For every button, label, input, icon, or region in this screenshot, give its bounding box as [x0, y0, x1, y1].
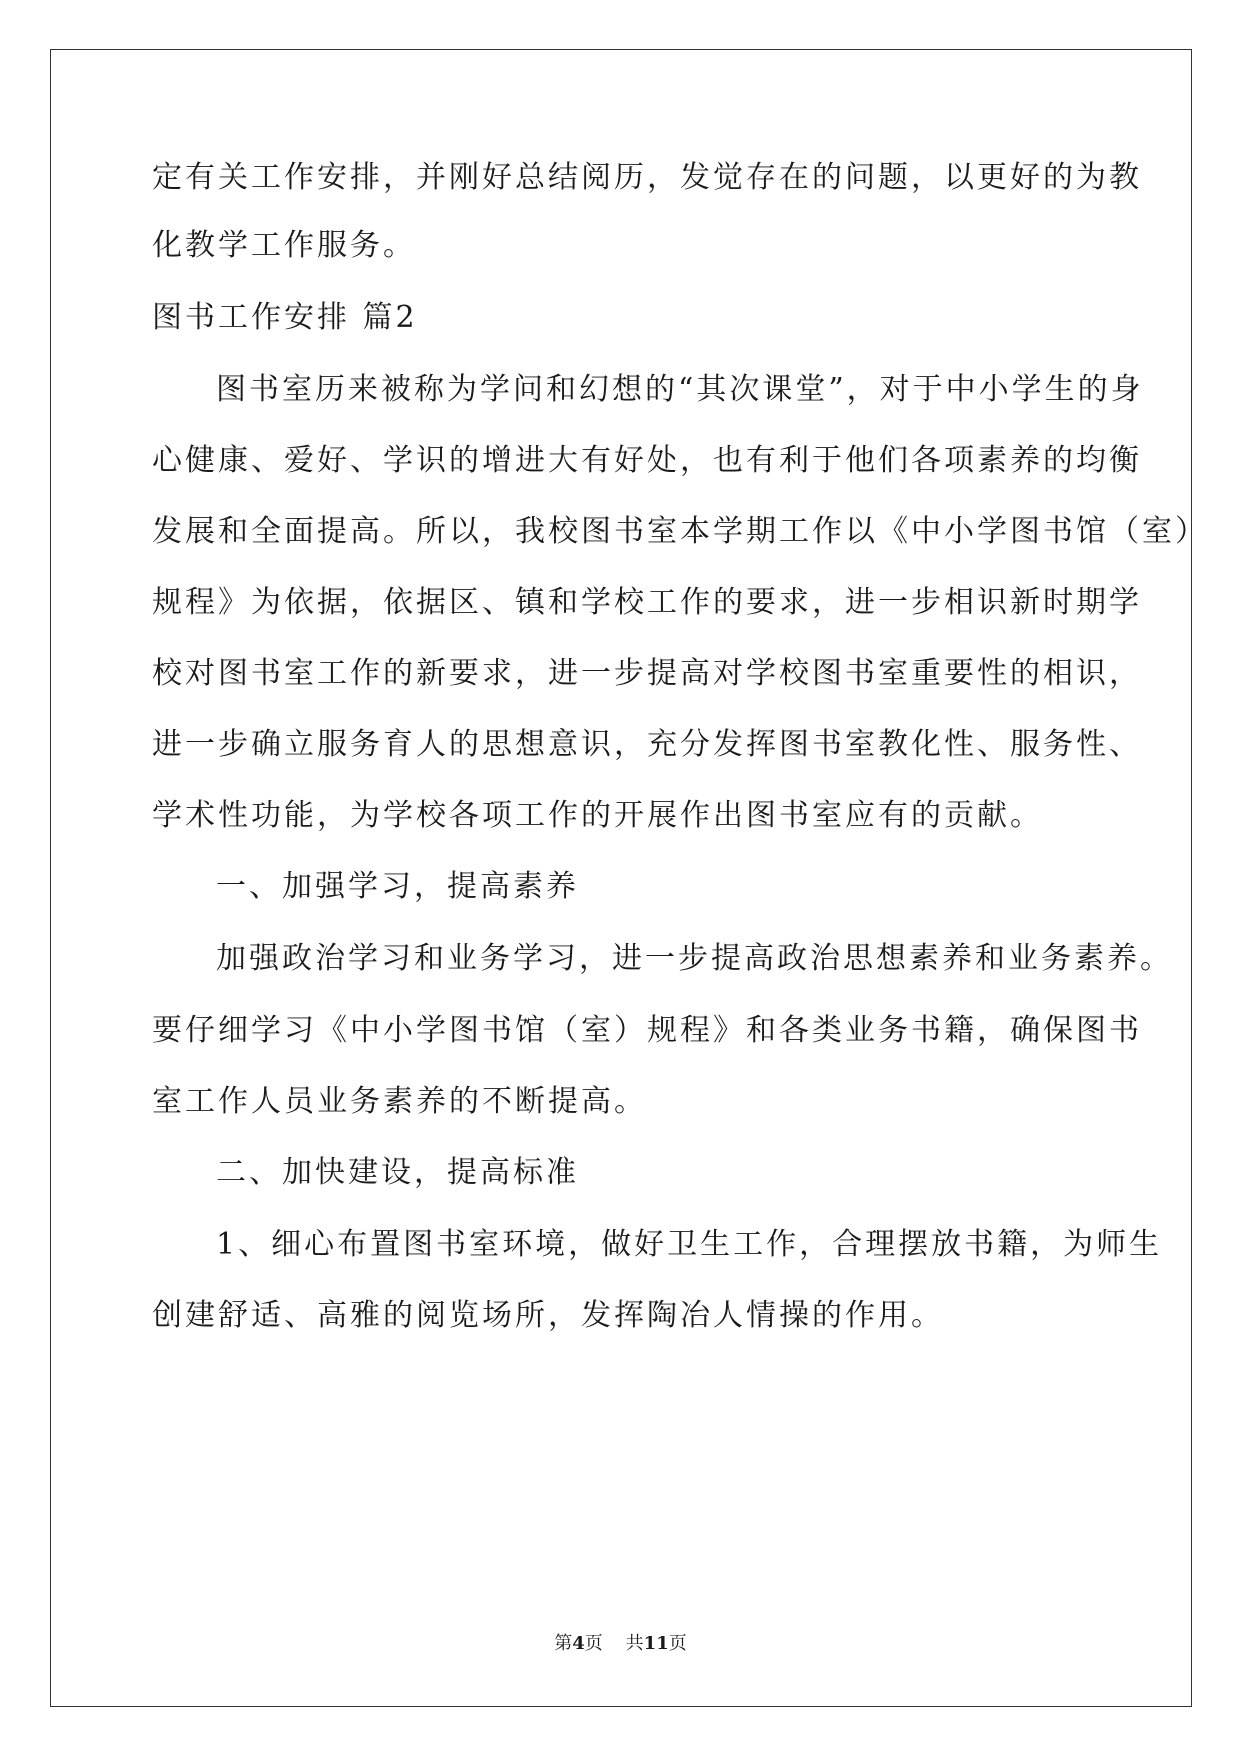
body-line: 规程》为依据，依据区、镇和学校工作的要求，进一步相识新时期学 — [152, 585, 1142, 620]
footer-prefix: 第 — [554, 1633, 573, 1654]
body-line: 图书室历来被称为学问和幻想的“其次课堂”，对于中小学生的身 — [216, 372, 1144, 407]
body-line: 学术性功能，为学校各项工作的开展作出图书室应有的贡献。 — [152, 798, 1043, 833]
section-heading: 图书工作安排 篇2 — [152, 300, 418, 335]
footer-page-unit: 页 — [584, 1633, 603, 1654]
subheading: 二、加快建设，提高标准 — [216, 1155, 579, 1190]
body-line: 1、细心布置图书室环境，做好卫生工作，合理摆放书籍，为师生 — [216, 1227, 1163, 1262]
body-line: 室工作人员业务素养的不断提高。 — [152, 1084, 647, 1119]
footer-page-number: 4 — [572, 1633, 585, 1654]
body-line: 要仔细学习《中小学图书馆（室）规程》和各类业务书籍，确保图书 — [152, 1013, 1142, 1048]
body-line: 进一步确立服务育人的思想意识，充分发挥图书室教化性、服务性、 — [152, 727, 1142, 762]
footer-total-unit: 页 — [668, 1633, 687, 1654]
footer-total-pages: 11 — [643, 1633, 669, 1654]
body-line: 创建舒适、高雅的阅览场所，发挥陶冶人情操的作用。 — [152, 1298, 944, 1333]
body-line: 发展和全面提高。所以，我校图书室本学期工作以《中小学图书馆（室） — [152, 514, 1208, 549]
body-line: 心健康、爱好、学识的增进大有好处，也有利于他们各项素养的均衡 — [152, 443, 1142, 478]
subheading: 一、加强学习，提高素养 — [216, 869, 579, 904]
body-line: 化教学工作服务。 — [152, 228, 416, 263]
body-line: 定有关工作安排，并刚好总结阅历，发觉存在的问题，以更好的为教 — [152, 160, 1142, 195]
body-line: 加强政治学习和业务学习，进一步提高政治思想素养和业务素养。 — [216, 941, 1173, 976]
body-line: 校对图书室工作的新要求，进一步提高对学校图书室重要性的相识， — [152, 656, 1142, 691]
footer-total-prefix: 共 — [625, 1633, 644, 1654]
page-footer — [0, 1632, 1241, 1656]
